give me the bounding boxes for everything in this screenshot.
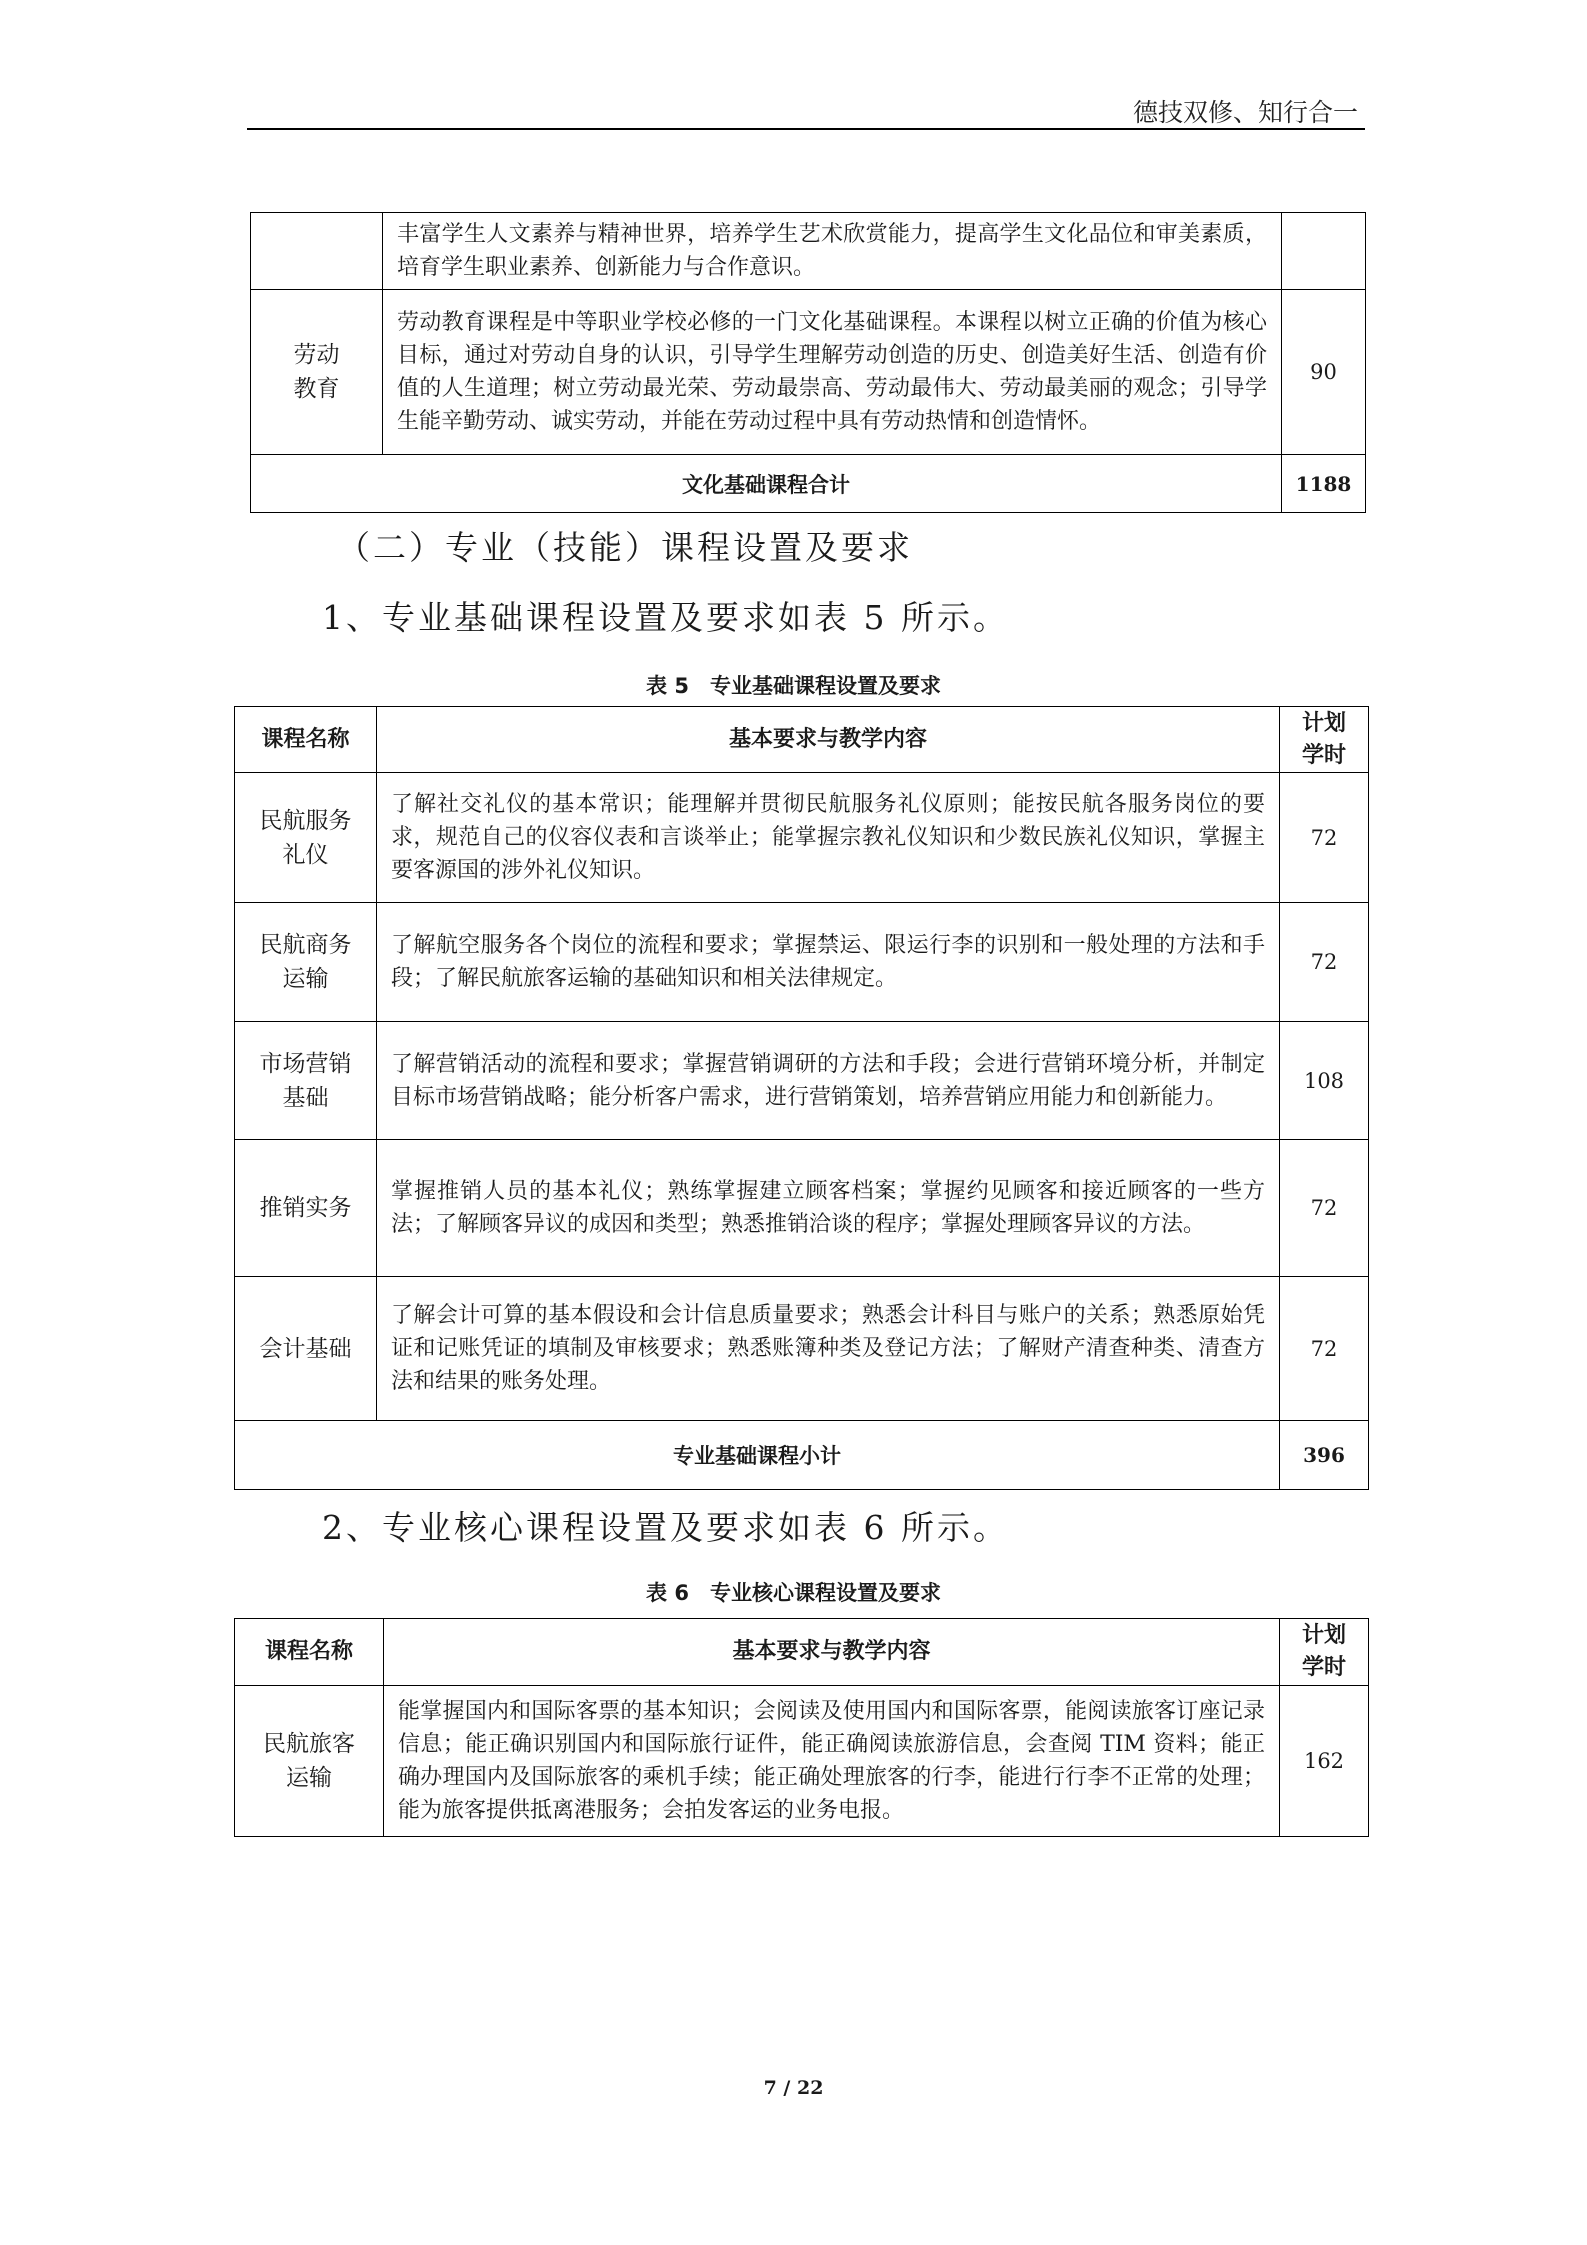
header-content: 基本要求与教学内容 (377, 707, 1280, 773)
table-row (235, 1277, 1369, 1421)
table-header-row (235, 707, 1369, 773)
header-content: 基本要求与教学内容 (384, 1619, 1280, 1686)
table-6 (234, 1618, 1369, 1837)
page-number: 7 / 22 (763, 2077, 824, 2099)
course-hours: 72 (1280, 1140, 1369, 1277)
table-5 (234, 706, 1369, 1490)
course-name (251, 213, 383, 290)
section-heading: （二）专业（技能）课程设置及要求 (337, 528, 913, 567)
header-hours: 计划 学时 (1280, 1619, 1369, 1686)
course-content: 劳动教育课程是中等职业学校必修的一门文化基础课程。本课程以树立正确的价值为核心目标，通过对劳动自身的认识，引导学生理解劳动创造的历史、创造美好生活、创造有价值的人生道理；树立劳动最光荣、劳动最崇高、劳动最伟大、劳动最美丽的观念；引导学生能辛勤劳动、诚实劳动，并能在劳动过程中具有劳动热情和创造情怀。 (383, 290, 1282, 455)
course-name: 推销实务 (235, 1140, 377, 1277)
course-name: 会计基础 (235, 1277, 377, 1421)
table-6-caption: 表 6 专业核心课程设置及要求 (646, 1581, 941, 1605)
course-name: 民航旅客 运输 (235, 1686, 384, 1837)
course-hours: 108 (1280, 1022, 1369, 1140)
course-hours (1282, 213, 1366, 290)
course-content: 掌握推销人员的基本礼仪；熟练掌握建立顾客档案；掌握约见顾客和接近顾客的一些方法；了解顾客异议的成因和类型；熟悉推销洽谈的程序；掌握处理顾客异议的方法。 (377, 1140, 1280, 1277)
course-content: 丰富学生人文素养与精神世界，培养学生艺术欣赏能力，提高学生文化品位和审美素质，培育学生职业素养、创新能力与合作意识。 (383, 213, 1282, 290)
table-row (235, 1140, 1369, 1277)
header-rule (247, 128, 1365, 130)
table-row (235, 903, 1369, 1022)
course-content: 能掌握国内和国际客票的基本知识；会阅读及使用国内和国际客票，能阅读旅客订座记录信息；能正确识别国内和国际旅行证件，能正确阅读旅游信息，会查阅 TIM 资料；能正确办理国内及国际旅客的乘机手续；能正确处理旅客的行李，能进行行李不正常的处理；能为旅客提供抵离港服务；会拍发客运的业务电报。 (384, 1686, 1280, 1837)
table-header-row (235, 1619, 1369, 1686)
course-content: 了解会计可算的基本假设和会计信息质量要求；熟悉会计科目与账户的关系；熟悉原始凭证和记账凭证的填制及审核要求；熟悉账簿种类及登记方法；了解财产清查种类、清查方法和结果的账务处理。 (377, 1277, 1280, 1421)
table-row (251, 290, 1366, 455)
table-row (251, 213, 1366, 290)
total-value: 1188 (1282, 455, 1366, 513)
subsection-heading-2: 2、专业核心课程设置及要求如表 6 所示。 (322, 1508, 1009, 1547)
header-motto: 德技双修、知行合一 (1132, 98, 1358, 127)
course-name: 劳动 教育 (251, 290, 383, 455)
table-row (235, 1686, 1369, 1837)
course-content: 了解营销活动的流程和要求；掌握营销调研的方法和手段；会进行营销环境分析，并制定目标市场营销战略；能分析客户需求，进行营销策划，培养营销应用能力和创新能力。 (377, 1022, 1280, 1140)
course-hours: 162 (1280, 1686, 1369, 1837)
header-hours: 计划 学时 (1280, 707, 1369, 773)
table-row (235, 773, 1369, 903)
course-hours: 90 (1282, 290, 1366, 455)
total-row (251, 455, 1366, 513)
table-5-caption: 表 5 专业基础课程设置及要求 (646, 674, 941, 698)
course-hours: 72 (1280, 1277, 1369, 1421)
header-course-name: 课程名称 (235, 1619, 384, 1686)
course-name: 民航服务 礼仪 (235, 773, 377, 903)
culture-course-table (250, 212, 1366, 513)
course-name: 市场营销 基础 (235, 1022, 377, 1140)
course-content: 了解航空服务各个岗位的流程和要求；掌握禁运、限运行李的识别和一般处理的方法和手段；了解民航旅客运输的基础知识和相关法律规定。 (377, 903, 1280, 1022)
course-hours: 72 (1280, 773, 1369, 903)
course-content: 了解社交礼仪的基本常识；能理解并贯彻民航服务礼仪原则；能按民航各服务岗位的要求，规范自己的仪容仪表和言谈举止；能掌握宗教礼仪知识和少数民族礼仪知识，掌握主要客源国的涉外礼仪知识。 (377, 773, 1280, 903)
course-hours: 72 (1280, 903, 1369, 1022)
total-row (235, 1421, 1369, 1490)
header-course-name: 课程名称 (235, 707, 377, 773)
subsection-heading-1: 1、专业基础课程设置及要求如表 5 所示。 (322, 598, 1009, 637)
total-value: 396 (1280, 1421, 1369, 1490)
total-label: 专业基础课程小计 (235, 1421, 1280, 1490)
table-row (235, 1022, 1369, 1140)
course-name: 民航商务 运输 (235, 903, 377, 1022)
total-label: 文化基础课程合计 (251, 455, 1282, 513)
